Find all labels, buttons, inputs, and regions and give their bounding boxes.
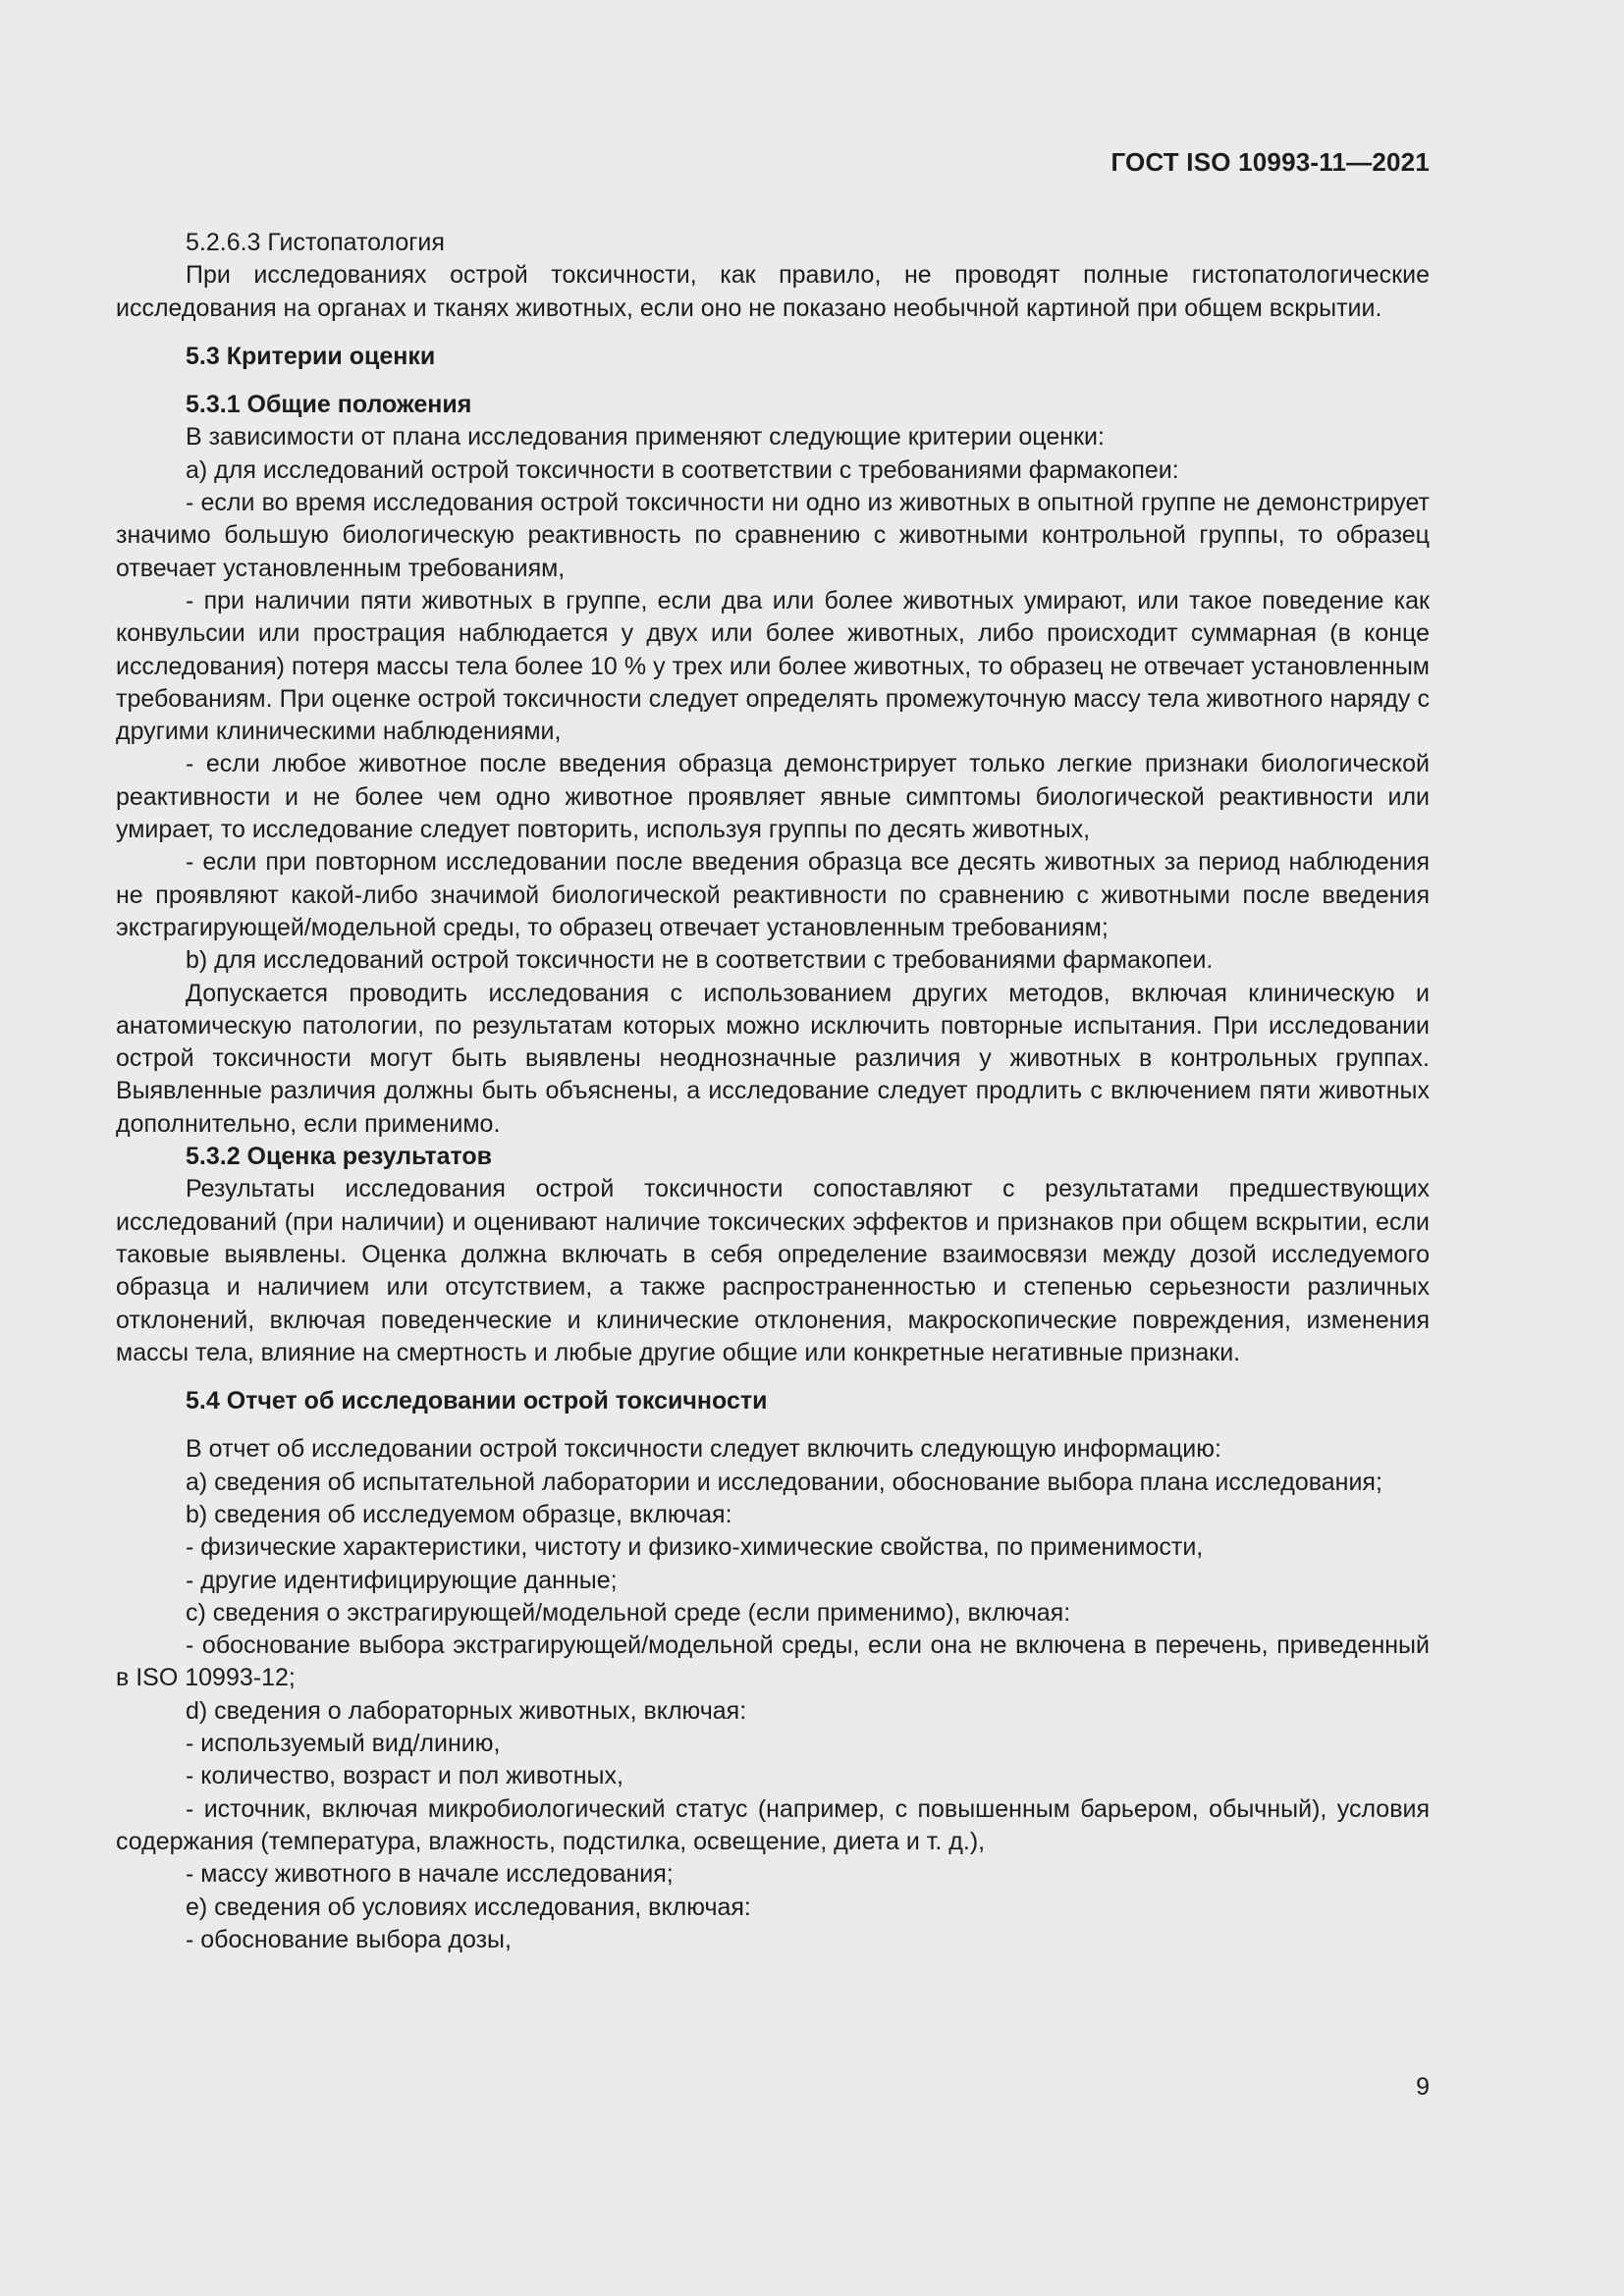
list-item: - массу животного в начале исследования; (186, 1860, 674, 1889)
section-heading-5-3: 5.3 Критерии оценки (186, 342, 436, 370)
list-item: - другие идентифицирующие данные; (186, 1566, 618, 1594)
paragraph: Результаты исследования острой токсичности сопоставляют с результатами предшествующих исследований (при наличии) и оценивают наличие токсических эффектов и признаков при общем вскрытии, если таковые выявлены. Оценка должна включать в себя определение взаимосвязи между дозой исследуемого образца и наличием или отсутствием, а также распространенностью и степенью серьезности различных отклонений, включая поведенческие и клинические отклонения, макроскопические повреждения, изменения массы тела, влияние на смертность и любые другие общие или конкретные негативные признаки. (116, 1175, 1430, 1366)
section-heading-5-4: 5.4 Отчет об исследовании острой токсичности (186, 1387, 768, 1415)
list-item: - если во время исследования острой токсичности ни одно из животных в опытной группе не демонстрирует значимо большую биологическую реактивность по сравнению с животными контрольной группы, то образец отвечает установленным требованиям, (116, 489, 1430, 582)
list-item: b) сведения об исследуемом образце, включая: (186, 1500, 732, 1528)
list-item: - если любое животное после введения образца демонстрирует только легкие признаки биологической реактивности и не более чем одно животное проявляет явные симптомы биологической реактивности или умирает, то исследование следует повторить, используя группы по десять животных, (116, 750, 1430, 844)
subsection-heading-5-3-2: 5.3.2 Оценка результатов (186, 1143, 493, 1171)
subsection-heading-5-2-6-3: 5.2.6.3 Гистопатология (186, 229, 445, 256)
document-body (116, 227, 1430, 1956)
list-item: a) сведения об испытательной лаборатории и исследовании, обоснование выбора плана исследования; (186, 1468, 1382, 1496)
list-item: e) сведения об условиях исследования, включая: (186, 1893, 751, 1921)
list-item: - обоснование выбора экстрагирующей/модельной среды, если она не включена в перечень, приведенный в ISO 10993-12; (116, 1631, 1430, 1692)
document-header: ГОСТ ISO 10993-11—2021 (1110, 147, 1430, 177)
list-item: a) для исследований острой токсичности в соответствии с требованиями фармакопеи: (186, 455, 1179, 484)
list-item: - используемый вид/линию, (186, 1730, 501, 1758)
list-item: b) для исследований острой токсичности не в соответствии с требованиями фармакопеи. (186, 946, 1214, 975)
paragraph: В отчет об исследовании острой токсичности следует включить следующую информацию: (186, 1435, 1221, 1464)
subsection-heading-5-3-1: 5.3.1 Общие положения (186, 391, 472, 419)
list-item: - физические характеристики, чистоту и физико-химические свойства, по применимости, (186, 1533, 1204, 1562)
list-item: d) сведения о лабораторных животных, включая: (186, 1696, 747, 1725)
list-item: - источник, включая микробиологический статус (например, с повышенным барьером, обычный), условия содержания (температура, влажность, подстилка, освещение, диета и т. д.), (116, 1794, 1430, 1855)
page-number: 9 (1416, 2073, 1430, 2101)
paragraph: В зависимости от плана исследования применяют следующие критерии оценки: (186, 423, 1105, 452)
paragraph: Допускается проводить исследования с использованием других методов, включая клиническую и анатомическую патологии, по результатам которых можно исключить повторные испытания. При исследовании острой токсичности могут быть выявлены неоднозначные различия у животных в контрольных группах. Выявленные различия должны быть объяснены, а исследование следует продлить с включением пяти животных дополнительно, если применимо. (116, 979, 1430, 1138)
list-item: - при наличии пяти животных в группе, если два или более животных умирают, или такое поведение как конвульсии или прострация наблюдается у двух или более животных, либо происходит суммарная (в конце исследования) потеря массы тела более 10 % у трех или более животных, то образец не отвечает установленным требованиям. При оценке острой токсичности следует определять промежуточную массу тела животного наряду с другими клиническими наблюдениями, (116, 586, 1430, 746)
list-item: - если при повторном исследовании после введения образца все десять животных за период наблюдения не проявляют какой-либо значимой биологической реактивности по сравнению с животными после введения экстрагирующей/модельной среды, то образец отвечает установленным требованиям; (116, 848, 1430, 941)
paragraph: При исследованиях острой токсичности, как правило, не проводят полные гистопатологические исследования на органах и тканях животных, если оно не показано необычной картиной при общем вскрытии. (116, 261, 1430, 322)
list-item: - обоснование выбора дозы, (186, 1925, 512, 1953)
list-item: c) сведения о экстрагирующей/модельной среде (если применимо), включая: (186, 1598, 1071, 1627)
list-item: - количество, возраст и пол животных, (186, 1762, 623, 1790)
